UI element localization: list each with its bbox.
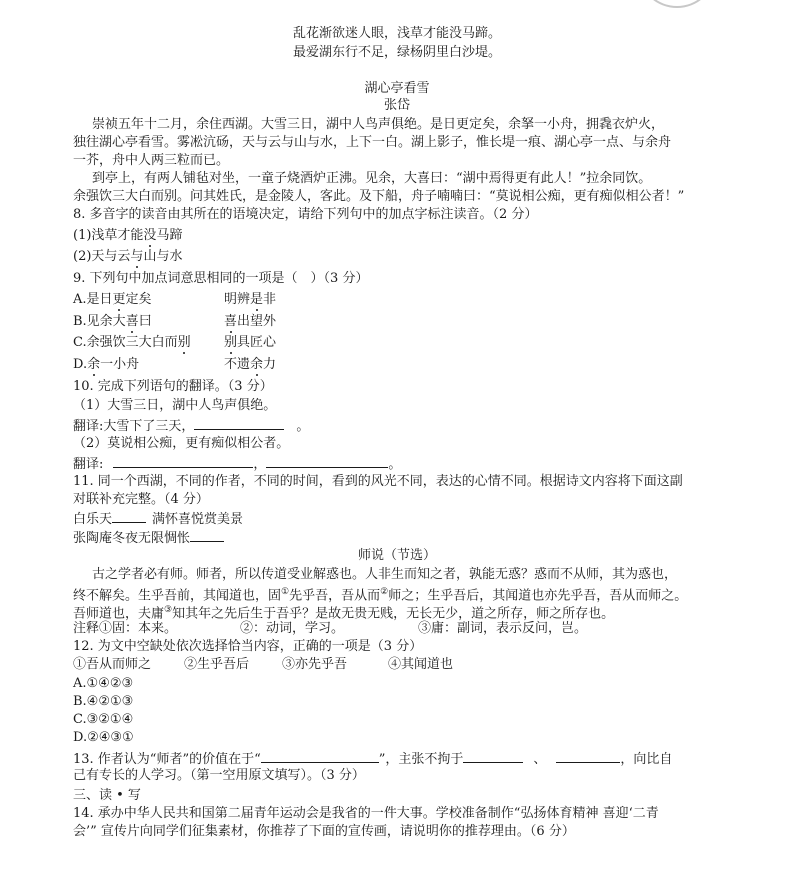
q9-option-d-compare	[224, 356, 276, 373]
essay2-note-1: 注释①固：本来。	[73, 621, 178, 636]
q9-option-a	[73, 291, 152, 308]
essay1-para1-line2: 独往湖心亭看雪。雾凇沆砀，天与云与山与水，上下一白。湖上影子，惟长堤一痕、湖心亭一点、与余舟	[73, 135, 672, 150]
essay2-note-3: ③庸：副词，表示反问，岂。	[418, 621, 588, 636]
q12-option-a[interactable]: A.①④②③	[73, 676, 134, 691]
q11-couplet-1	[73, 509, 243, 528]
q9-a2-dotted: 是	[250, 292, 264, 307]
q13-mid: ”，主张不拘于	[378, 752, 464, 767]
q9-b1-pre: B.见余大	[73, 314, 126, 329]
q8-item-2-dotted: 与	[130, 249, 144, 264]
essay2-line2-part3: 师之；生乎吾后，其闻道也亦先乎吾，吾从而师之。	[388, 588, 688, 604]
essay1-para2-line2: 余强饮三大白而别。问其姓氏，是金陵人，客此。及下船，舟子喃喃曰：“莫说相公痴，更有痴似相公者！”	[73, 189, 685, 204]
q9-option-c-compare	[224, 334, 276, 351]
q9-d2-dotted: 余	[250, 357, 264, 372]
essay2-line2-part1: 终不解矣。生乎吾前，其闻道也，固	[73, 588, 282, 604]
q8-item-2-post: 山与水	[143, 249, 183, 264]
q9-a2-post: 非	[263, 292, 277, 307]
q10-translation-1-end: 。	[296, 419, 310, 434]
q9-b1-dotted: 喜	[125, 314, 139, 329]
essay2-para-line1: 古之学者必有师。师者，所以传道受业解惑也。人非生而知之者，孰能无惑？惑而不从师，其为惑也，	[92, 567, 678, 582]
q9-option-b-compare	[224, 313, 276, 330]
q9-c1-dotted: 别	[177, 335, 191, 350]
q13-post: ，向比自	[620, 752, 673, 767]
q9-option-c	[73, 334, 191, 351]
q8-item-1	[73, 227, 182, 244]
q9-c1-pre: C.余强饮三大白而	[73, 335, 178, 350]
q8-stem: 8. 多音字的读音由其所在的语境决定，请给下列句中的加点字标注读音。（2 分）	[73, 207, 538, 222]
q13-pre: 13. 作者认为“师者”的价值在于“	[73, 752, 261, 767]
essay1-author: 张岱	[383, 98, 410, 113]
q9-d1-post: 一小舟	[100, 357, 140, 372]
q10-answer-blank-1[interactable]	[194, 416, 284, 430]
q8-item-1-pre: (1)浅草才能	[73, 228, 144, 243]
q11-stem-line2: 对联补充完整。（4 分）	[73, 492, 209, 507]
q9-a1-post: 定矣	[125, 292, 152, 307]
q10-answer-blank-2[interactable]	[113, 454, 253, 468]
q12-choice-2: ②生乎吾后	[184, 657, 250, 672]
q10-translation-2-label: 翻译:	[73, 457, 104, 472]
q14-line1: 14. 承办中华人民共和国第二届青年运动会是我省的一件大事。学校准备制作“弘扬体育精神 喜迎‘二青	[73, 806, 659, 821]
essay2-title: 师说（节选）	[357, 548, 436, 563]
q9-b2-post: 出望外	[237, 314, 277, 329]
q10-answer-blank-3[interactable]	[266, 454, 388, 468]
essay2-line3-part2: 知其年之先后生于吾乎？是故无贵无贱，无长无少，道之所存，师之所存也。	[172, 606, 615, 622]
q13-answer-blank-2[interactable]	[463, 749, 523, 763]
q10-translation-2-sep: ，	[253, 457, 267, 472]
essay1-para1-line1: 崇祯五年十二月，余住西湖。大雪三日，湖中人鸟声俱绝。是日更定矣，余拏一小舟，拥毳衣炉火，	[92, 117, 665, 132]
q9-b2-dotted: 喜	[224, 314, 238, 329]
q12-choice-3: ③亦先乎吾	[282, 657, 348, 672]
q9-a2-pre: 明辨	[224, 292, 251, 307]
q9-a1-pre: A.是日	[73, 292, 113, 307]
essay2-line2-part2: 先乎吾，吾从而	[289, 588, 381, 604]
q11-couplet-2-label: 张陶庵冬夜无限惆怅	[73, 531, 191, 546]
essay2-note-marker-2: ②	[380, 587, 389, 597]
essay1-title: 湖心亭看雪	[364, 81, 430, 96]
q10-sentence-1: （1）大雪三日，湖中人鸟声俱绝。	[73, 398, 277, 413]
q13-answer-blank-3[interactable]	[556, 749, 620, 763]
q9-a1-dotted: 更	[112, 292, 126, 307]
q9-c2-post: 具匠心	[237, 335, 277, 350]
q9-d2-pre: 不遗	[224, 357, 251, 372]
q11-couplet-2	[73, 528, 224, 547]
q12-stem: 12. 为文中空缺处依次选择恰当内容，正确的一项是（3 分）	[73, 639, 423, 654]
q12-option-c[interactable]: C.③②①④	[73, 712, 134, 727]
q8-item-1-post: 马蹄	[156, 228, 183, 243]
corner-logo-mark	[640, 0, 714, 8]
q12-option-d[interactable]: D.②④③①	[73, 730, 134, 745]
q11-couplet-1-post: 满怀喜悦赏美景	[152, 512, 244, 527]
q8-item-2	[73, 248, 182, 265]
q13-answer-blank-1[interactable]	[261, 749, 379, 763]
q10-translation-2	[73, 454, 401, 473]
q14-line2: 会’” 宣传片向同学们征集素材，你推荐了下面的宣传画，请说明你的推荐理由。（6 分）	[73, 824, 575, 839]
q11-answer-blank-1[interactable]	[112, 509, 146, 523]
q11-couplet-1-label: 白乐天	[73, 512, 113, 527]
section3-title: 三、读 • 写	[73, 788, 141, 803]
q9-option-b	[73, 313, 152, 330]
q10-sentence-2: （2）莫说相公痴，更有痴似相公者。	[73, 436, 290, 451]
q9-d1-dotted: 余	[87, 357, 101, 372]
essay2-note-marker-1: ①	[281, 587, 290, 597]
q9-d2-post: 力	[263, 357, 277, 372]
q9-stem: 9. 下列句中加点词意思相同的一项是（ ）（3 分）	[73, 271, 369, 286]
q10-stem: 10. 完成下列语句的翻译。（3 分）	[73, 379, 273, 394]
q11-stem-line1: 11. 同一个西湖，不同的作者，不同的时间，看到的风光不同，表达的心情不同。根据诗文内容将下面这副	[73, 474, 683, 489]
q11-answer-blank-2[interactable]	[190, 528, 224, 542]
essay1-para2-line1: 到亭上，有两人铺毡对坐，一童子烧酒炉正沸。见余，大喜曰：“湖中焉得更有此人！”拉余同饮。	[92, 171, 652, 186]
q13-sep: 、	[533, 752, 547, 767]
poem-line-2: 最爱湖东行不足，绿杨阴里白沙堤。	[292, 45, 501, 60]
essay2-line3-part1: 吾师道也，夫庸	[73, 606, 165, 622]
q12-option-b[interactable]: B.④②①③	[73, 694, 134, 709]
essay1-para1-line3: 一芥，舟中人两三粒而已。	[73, 153, 230, 168]
q9-option-d	[73, 356, 139, 373]
q10-translation-2-end: 。	[388, 457, 402, 472]
q8-item-1-dotted: 没	[143, 228, 157, 243]
q12-choice-1: ①吾从而师之	[73, 657, 152, 672]
q13-line1	[73, 749, 672, 768]
q9-b1-post: 曰	[138, 314, 152, 329]
q10-translation-1-label: 翻译:大雪下了三天，	[73, 419, 195, 434]
poem-line-1: 乱花渐欲迷人眼，浅草才能没马蹄。	[292, 26, 501, 41]
q13-line2: 己有专长的人学习。（第一空用原文填写）。（3 分）	[73, 768, 365, 783]
q10-translation-1	[73, 416, 309, 435]
essay2-note-marker-3: ③	[164, 605, 173, 615]
q9-option-a-compare	[224, 291, 276, 308]
q8-item-2-pre: (2)天与云	[73, 249, 131, 264]
q9-c2-dotted: 别	[224, 335, 238, 350]
q12-choice-4: ④其闻道也	[388, 657, 454, 672]
q9-d1-pre: D.	[73, 357, 88, 372]
essay2-note-2: ②：动词，学习。	[240, 621, 345, 636]
